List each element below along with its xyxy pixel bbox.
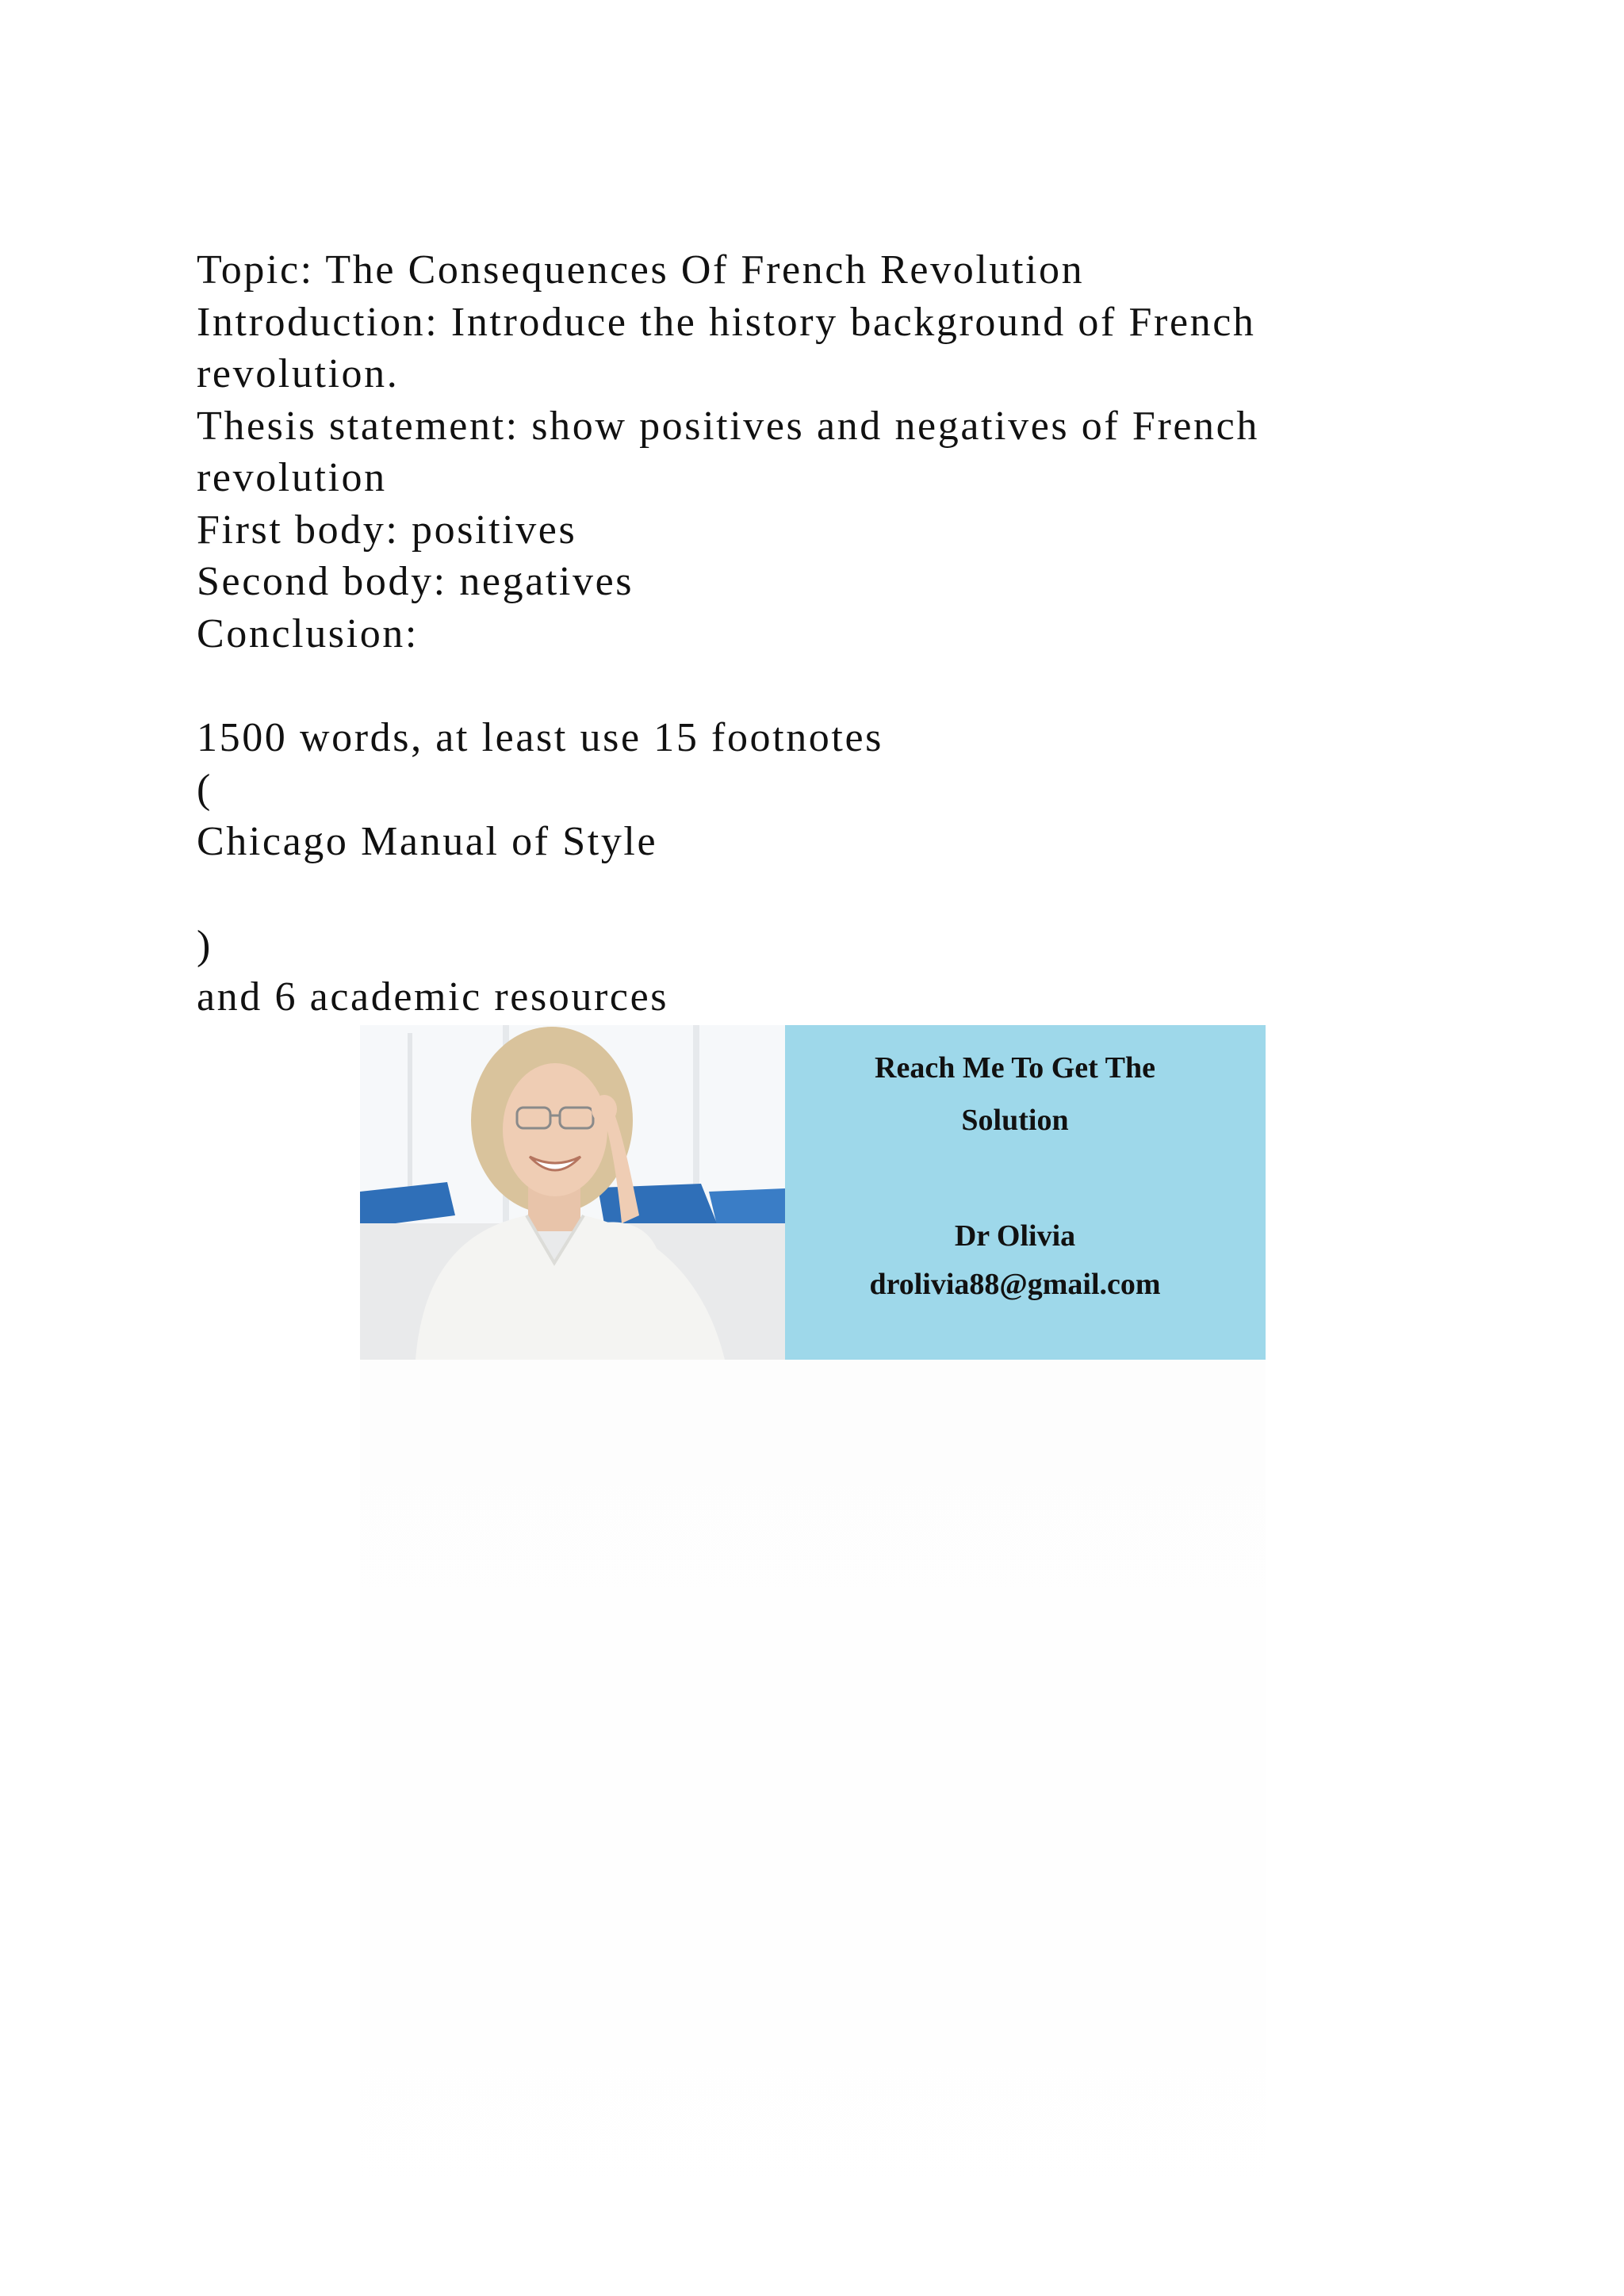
introduction-line: Introduction: Introduce the history background of French [197,299,1256,345]
blank-line [197,867,1465,920]
open-paren-line: ( [197,767,213,812]
thesis-line: Thesis statement: show positives and negatives of French [197,403,1259,449]
contact-banner [360,1025,1266,1360]
first-body-line: First body: positives [197,507,577,553]
thesis-line-continued: revolution [197,455,387,500]
contact-name: Dr Olivia [954,1219,1076,1253]
document-body [197,244,1465,1024]
close-paren-line: ) [197,922,213,968]
woman-photo [360,1025,785,1360]
introduction-line-continued: revolution. [197,351,400,396]
blank-line [197,660,1465,712]
banner-heading-line2: Solution [961,1104,1069,1137]
woman-photo-illustration [360,1025,785,1360]
citation-style-line: Chicago Manual of Style [197,818,658,864]
conclusion-line: Conclusion: [197,610,419,656]
contact-email[interactable]: drolivia88@gmail.com [869,1268,1161,1301]
contact-panel [785,1025,1266,1360]
blank-image-area [360,1360,1266,2296]
banner-heading-line1: Reach Me To Get The [875,1051,1155,1085]
resources-line: and 6 academic resources [197,974,669,1020]
topic-line: Topic: The Consequences Of French Revolution [197,247,1085,293]
requirements-line: 1500 words, at least use 15 footnotes [197,714,883,760]
second-body-line: Second body: negatives [197,559,634,604]
